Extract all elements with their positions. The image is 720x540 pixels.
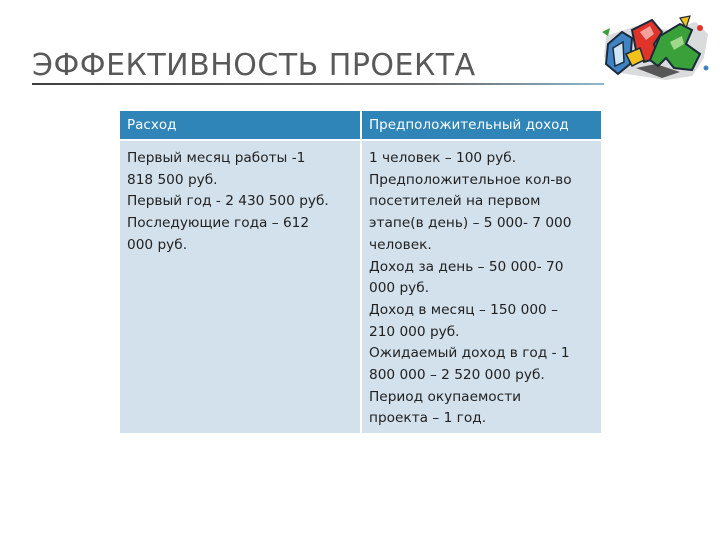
title-underline bbox=[32, 83, 604, 85]
income-line: 000 руб. bbox=[369, 280, 430, 297]
income-line: посетителей на первом bbox=[369, 193, 541, 210]
graffiti-logo-icon bbox=[596, 14, 714, 86]
income-line: Доход за день – 50 000- 70 bbox=[369, 258, 564, 275]
table-row bbox=[120, 140, 601, 433]
expense-line: 818 500 руб. bbox=[127, 171, 218, 188]
income-line: 1 человек – 100 руб. bbox=[369, 150, 517, 166]
income-line: Ожидаемый доход в год - 1 bbox=[369, 345, 570, 362]
income-line: проекта – 1 год. bbox=[369, 410, 487, 427]
header-expense: Расход bbox=[120, 111, 361, 140]
income-line: человек. bbox=[369, 236, 432, 253]
expense-cell bbox=[120, 140, 361, 433]
expense-line: Последующие года – 612 bbox=[127, 215, 310, 232]
income-line: этапе(в день) – 5 000- 7 000 bbox=[369, 215, 572, 232]
expense-line: 000 руб. bbox=[127, 236, 188, 253]
efficiency-table bbox=[120, 111, 601, 433]
income-line: 210 000 руб. bbox=[369, 323, 460, 340]
income-line: Предположительное кол-во bbox=[369, 171, 572, 188]
income-line: Период окупаемости bbox=[369, 388, 522, 405]
income-line: Доход в месяц – 150 000 – bbox=[369, 301, 558, 318]
table-header-row bbox=[120, 111, 601, 140]
expense-line: Первый год - 2 430 500 руб. bbox=[127, 193, 329, 210]
income-line: 800 000 – 2 520 000 руб. bbox=[369, 367, 545, 384]
page-title: ЭФФЕКТИВНОСТЬ ПРОЕКТА bbox=[32, 48, 476, 83]
income-cell bbox=[361, 140, 601, 433]
expense-line: Первый месяц работы -1 bbox=[127, 150, 306, 166]
header-income: Предположительный доход bbox=[361, 111, 601, 140]
